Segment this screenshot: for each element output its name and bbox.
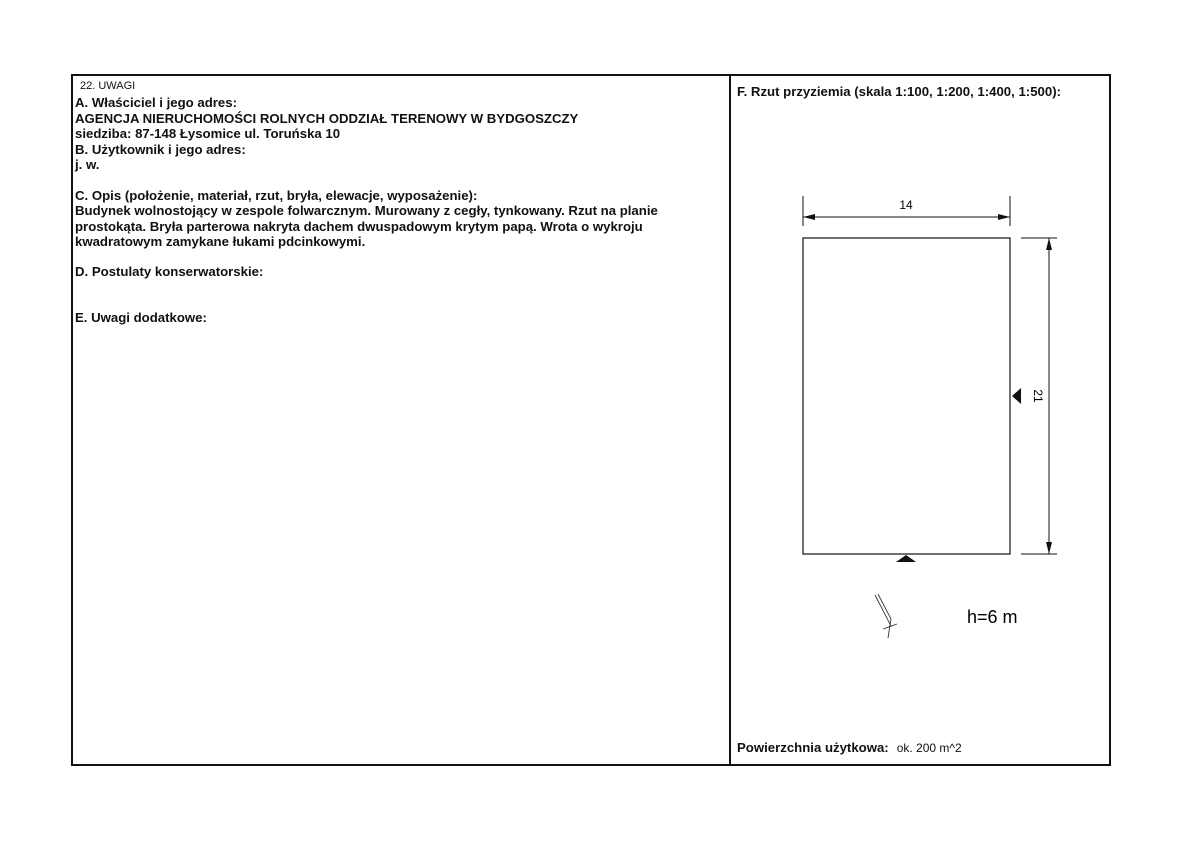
height-label: h=6 m bbox=[967, 607, 1018, 627]
remarks-heading: E. Uwagi dodatkowe: bbox=[75, 310, 207, 325]
owner-address: siedziba: 87-148 Łysomice ul. Toruńska 10 bbox=[75, 126, 341, 141]
usable-area-row bbox=[737, 739, 962, 757]
north-arrow-icon bbox=[875, 594, 897, 638]
usable-area-label: Powierzchnia użytkowa: bbox=[737, 740, 889, 755]
owner-name: AGENCJA NIERUCHOMOŚCI ROLNYCH ODDZIAŁ TERENOWY W BYDGOSZCZY bbox=[75, 110, 579, 126]
owner-heading: A. Właściciel i jego adres: bbox=[75, 95, 237, 110]
plan-column bbox=[731, 76, 1109, 764]
width-arrow-left bbox=[803, 214, 815, 220]
description-line: Budynek wolnostojący w zespole folwarcznym. Murowany z cegły, tynkowany. Rzut na planie bbox=[75, 203, 658, 218]
usable-area-value: ok. 200 m^2 bbox=[896, 741, 962, 755]
length-arrow-top bbox=[1046, 238, 1052, 250]
user-heading: B. Użytkownik i jego adres: bbox=[75, 141, 246, 157]
user-value: j. w. bbox=[75, 157, 100, 172]
form-frame bbox=[71, 74, 1111, 766]
description-heading: C. Opis (położenie, materiał, rzut, bryła, elewacje, wyposażenie): bbox=[75, 187, 478, 203]
triangle-marker-icon bbox=[896, 555, 916, 562]
remarks-body bbox=[75, 95, 725, 326]
description-line: prostokąta. Bryła parterowa nakryta dachem dwuspadowym krytym papą. Wrota o wykroju bbox=[75, 218, 643, 234]
length-arrow-bottom bbox=[1046, 542, 1052, 554]
building-outline bbox=[803, 238, 1010, 554]
section-number: 22. UWAGI bbox=[80, 80, 136, 92]
remarks-column bbox=[73, 76, 731, 764]
width-arrow-right bbox=[998, 214, 1010, 220]
length-label: 21 bbox=[1031, 389, 1045, 403]
width-label: 14 bbox=[899, 198, 913, 212]
triangle-marker-icon bbox=[1012, 388, 1021, 404]
description-line: kwadratowym zamykane łukami pdcinkowymi. bbox=[75, 234, 366, 249]
floor-plan-drawing bbox=[731, 76, 1111, 766]
conservation-heading: D. Postulaty konserwatorskie: bbox=[75, 263, 264, 279]
plan-heading: F. Rzut przyziemia (skala 1:100, 1:200, 1:400, 1:500): bbox=[737, 84, 1061, 99]
